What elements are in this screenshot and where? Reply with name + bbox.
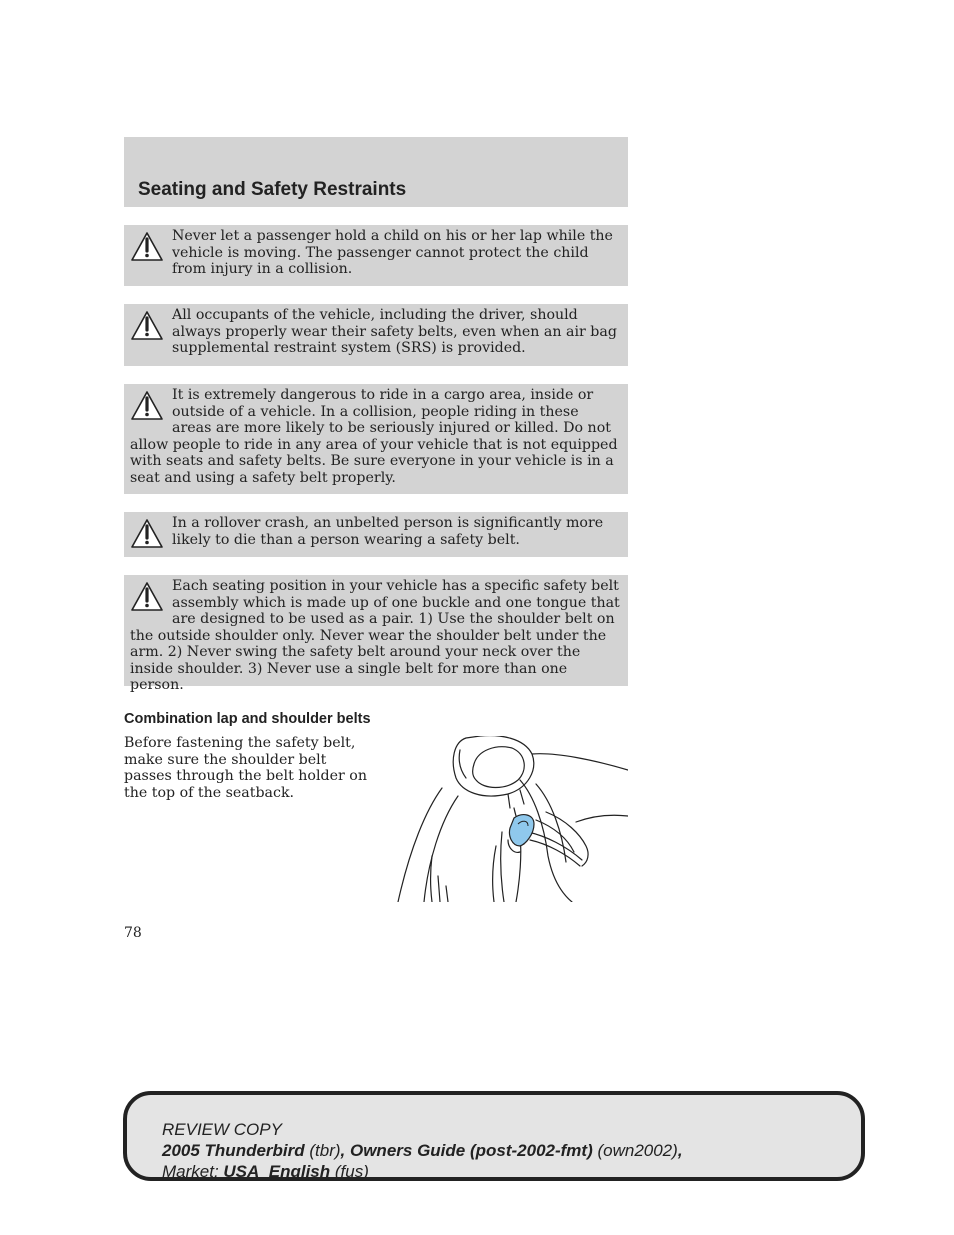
footer-model: 2005 Thunderbird (162, 1141, 305, 1160)
footer-market-line (162, 1161, 683, 1182)
review-copy-label: REVIEW COPY (162, 1120, 282, 1139)
footer-market: USA_English (223, 1162, 331, 1181)
warning-text: Each seating position in your vehicle has a specific safety belt assembly which is made up of one buckle and one tongue that are designed to be used as a pair. 1) Use the shoulder belt on the outside shoulder only. Never wear the shoulder belt under the arm. 2) Never swing the safety belt around your neck over the inside shoulder. 3) Never use a single belt for more than one person. (130, 578, 620, 693)
footer-separator: , (677, 1141, 683, 1160)
warning-box (124, 384, 628, 494)
warning-box (124, 575, 628, 693)
warning-text: It is extremely dangerous to ride in a cargo area, inside or outside of a vehicle. In a collision, people riding in these areas are more likely to be seriously injured or killed. Do not allow people to ride in any area of your vehicle that is not equipped with seats and safety belts. Be sure everyone in your vehicle is in a seat and using a safety belt properly. (130, 387, 618, 486)
warning-triangle-icon (130, 389, 164, 422)
footer-market-code: (fus) (330, 1162, 369, 1181)
warning-triangle-icon (130, 309, 164, 342)
footer-market-label: Market: (162, 1162, 224, 1181)
review-copy-footer (123, 1091, 865, 1181)
body-paragraph: Before fastening the safety belt, make sure the shoulder belt passes through the belt holder on the top of the seatback. (124, 735, 367, 801)
warning-box (124, 304, 628, 366)
warning-triangle-icon (130, 517, 164, 550)
section-heading: Combination lap and shoulder belts (124, 711, 371, 727)
section-header-band (124, 137, 628, 207)
footer-guide: Owners Guide (post-2002-fmt) (349, 1141, 593, 1160)
footer-separator: , (340, 1141, 350, 1160)
page-number: 78 (124, 925, 142, 941)
page-title: Seating and Safety Restraints (138, 179, 407, 200)
footer-guide-code: (own2002) (592, 1141, 678, 1160)
warning-box (124, 512, 628, 557)
warning-triangle-icon (130, 230, 164, 263)
footer-model-code: (tbr) (304, 1141, 341, 1160)
warning-text: Never let a passenger hold a child on his or her lap while the vehicle is moving. The passenger cannot protect the child from injury in a collision. (172, 228, 613, 277)
warning-text: All occupants of the vehicle, including the driver, should always properly wear their safety belts, even when an air bag supplemental restraint system (SRS) is provided. (172, 307, 617, 356)
footer-document-line (162, 1140, 683, 1161)
seatbelt-holder-illustration (396, 736, 628, 902)
warning-box (124, 225, 628, 286)
warning-text: In a rollover crash, an unbelted person is significantly more likely to die than a person wearing a safety belt. (172, 515, 604, 548)
warning-triangle-icon (130, 580, 164, 613)
